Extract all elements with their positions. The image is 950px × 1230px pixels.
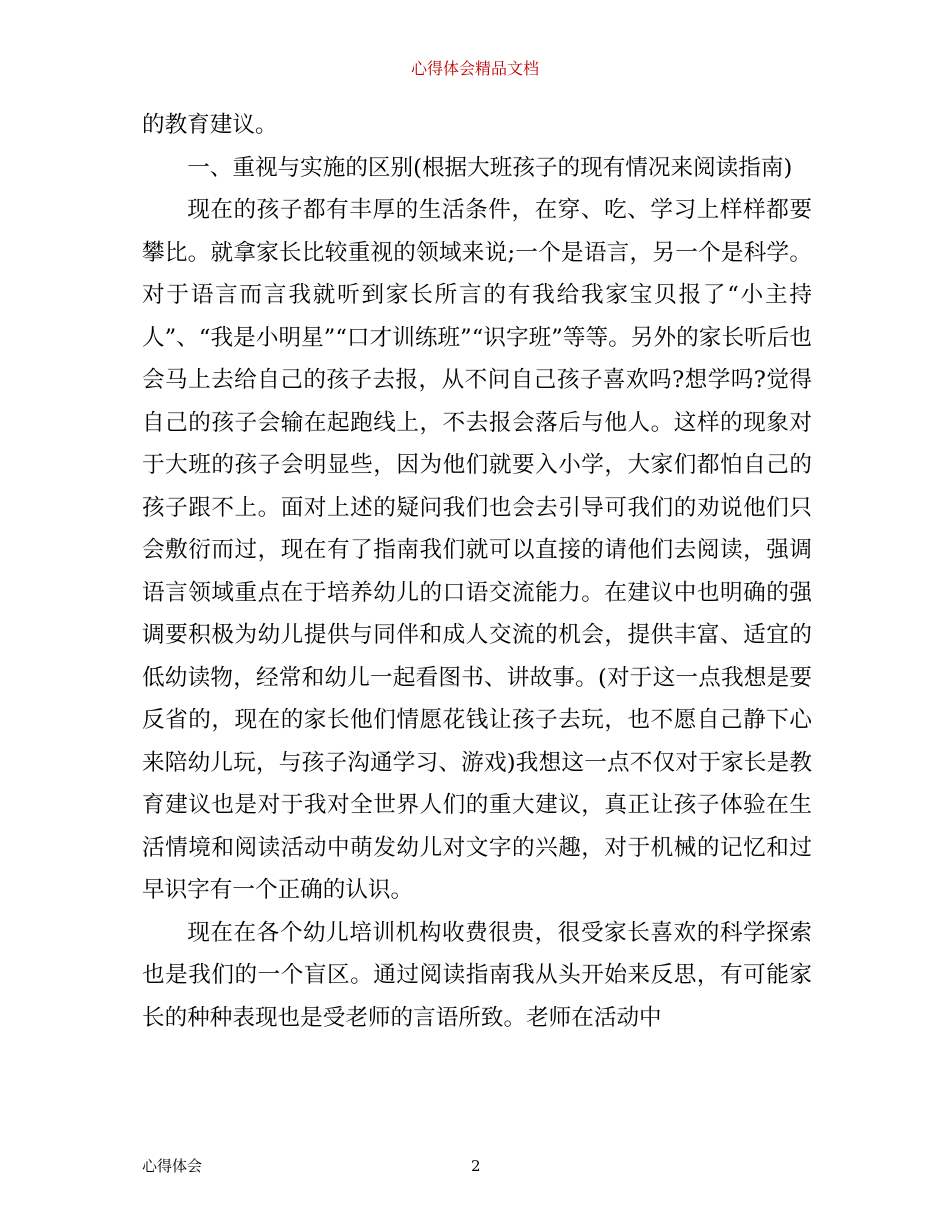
paragraph-4: 现在在各个幼儿培训机构收费很贵，很受家长喜欢的科学探索也是我们的一个盲区。通过阅读指南我从头开始来反思，有可能家长的种种表现也是受老师的言语所致。老师在活动中 [142, 919, 812, 1031]
footer-label: 心得体会 [142, 1157, 203, 1175]
document-body [142, 104, 812, 1039]
paragraph-1: 的教育建议。 [142, 112, 278, 138]
document-header-title: 心得体会精品文档 [410, 59, 539, 78]
paragraph-2: 一、重视与实施的区别(根据大班孩子的现有情况来阅读指南) [187, 154, 793, 181]
paragraph-3: 现在的孩子都有丰厚的生活条件，在穿、吃、学习上样样都要攀比。就拿家长比较重视的领域来说;一个是语言，另一个是科学。对于语言而言我就听到家长所言的有我给我家宝贝报了“小主持人”、“我是小明星”“口才训练班”“识字班”等等。另外的家长听后也会马上去给自己的孩子去报，从不问自己孩子喜欢吗?想学吗?觉得自己的孩子会输在起跑线上，不去报会落后与他人。这样的现象对于大班的孩子会明显些，因为他们就要入小学，大家们都怕自己的孩子跟不上。面对上述的疑问我们也会去引导可我们的劝说他们只会敷衍而过，现在有了指南我们就可以直接的请他们去阅读，强调语言领域重点在于培养幼儿的口语交流能力。在建议中也明确的强调要积极为幼儿提供与同伴和成人交流的机会，提供丰富、适宜的低幼读物，经常和幼儿一起看图书、讲故事。(对于这一点我想是要反省的，现在的家长他们情愿花钱让孩子去玩，也不愿自己静下心来陪幼儿玩，与孩子沟通学习、游戏)我想这一点不仅对于家长是教育建议也是对于我对全世界人们的重大建议，真正让孩子体验在生活情境和阅读活动中萌发幼儿对文字的兴趣，对于机械的记忆和过早识字有一个正确的认识。 [142, 197, 812, 903]
page-number: 2 [471, 1157, 481, 1175]
